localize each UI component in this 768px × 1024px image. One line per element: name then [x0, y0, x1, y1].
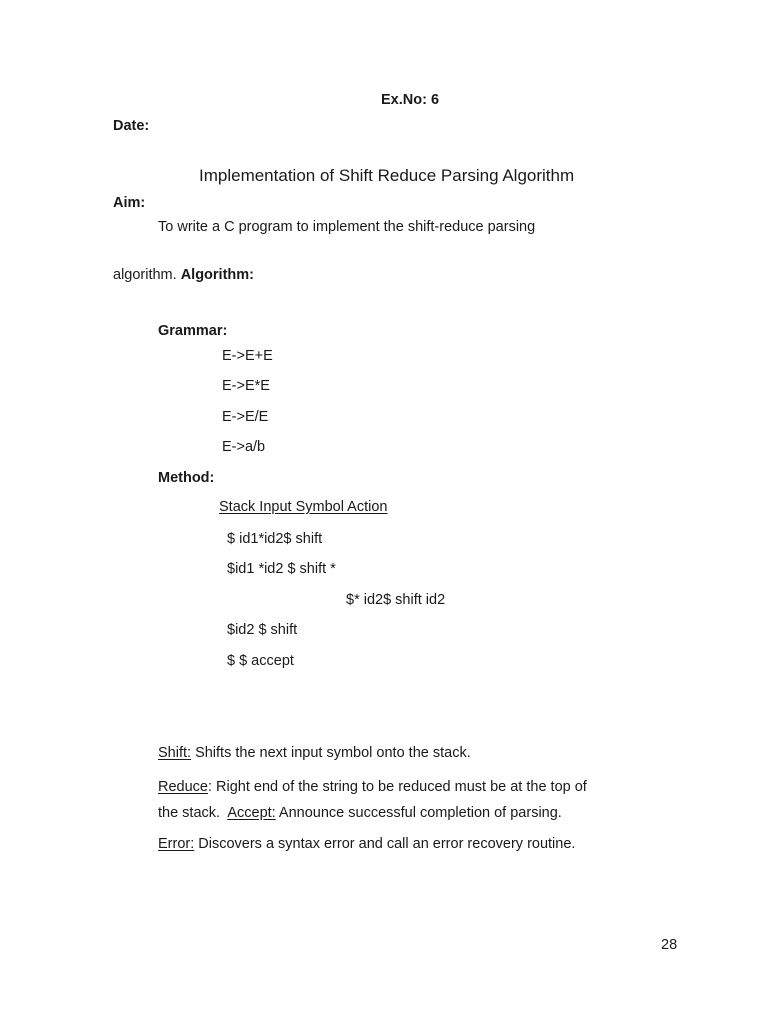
grammar-rule: E->E/E [222, 409, 269, 425]
method-row: $id2 $ shift [227, 622, 298, 638]
reduce-term: Reduce [158, 779, 208, 795]
method-row: $id1 *id2 $ shift * [227, 561, 336, 577]
aim-label: Aim: [113, 195, 146, 211]
shift-text: Shifts the next input symbol onto the stack. [191, 745, 471, 761]
reduce-text: : Right end of the string to be reduced must be at the top of [207, 779, 587, 795]
reduce-definition [158, 779, 587, 796]
algorithm-label: Algorithm: [180, 267, 254, 283]
shift-term: Shift: [158, 745, 192, 761]
method-label: Method: [158, 470, 215, 486]
page-title: Implementation of Shift Reduce Parsing Algorithm [199, 166, 575, 185]
method-table-header: Stack Input Symbol Action [219, 499, 388, 515]
method-row: $ $ accept [227, 653, 294, 669]
grammar-rule: E->E*E [222, 378, 270, 394]
accept-definition [158, 805, 562, 822]
aim-text-line2 [113, 267, 254, 284]
page-number: 28 [661, 937, 678, 953]
shift-definition [158, 745, 471, 762]
date-label: Date: [113, 118, 150, 134]
error-definition [158, 836, 575, 853]
exercise-number: Ex.No: 6 [381, 92, 440, 108]
reduce-continuation: the stack. [158, 805, 228, 821]
aim-text-line1: To write a C program to implement the shift-reduce parsing [158, 219, 536, 235]
grammar-label: Grammar: [158, 323, 228, 339]
error-term: Error: [158, 836, 195, 852]
grammar-rule: E->a/b [222, 439, 266, 455]
method-row: $* id2$ shift id2 [346, 592, 446, 608]
accept-term: Accept: [227, 805, 276, 821]
aim-text-end: algorithm. [113, 267, 177, 283]
accept-text: Announce successful completion of parsing. [275, 805, 562, 821]
error-text: Discovers a syntax error and call an error recovery routine. [194, 836, 576, 852]
grammar-rule: E->E+E [222, 348, 273, 364]
method-row: $ id1*id2$ shift [227, 531, 323, 547]
